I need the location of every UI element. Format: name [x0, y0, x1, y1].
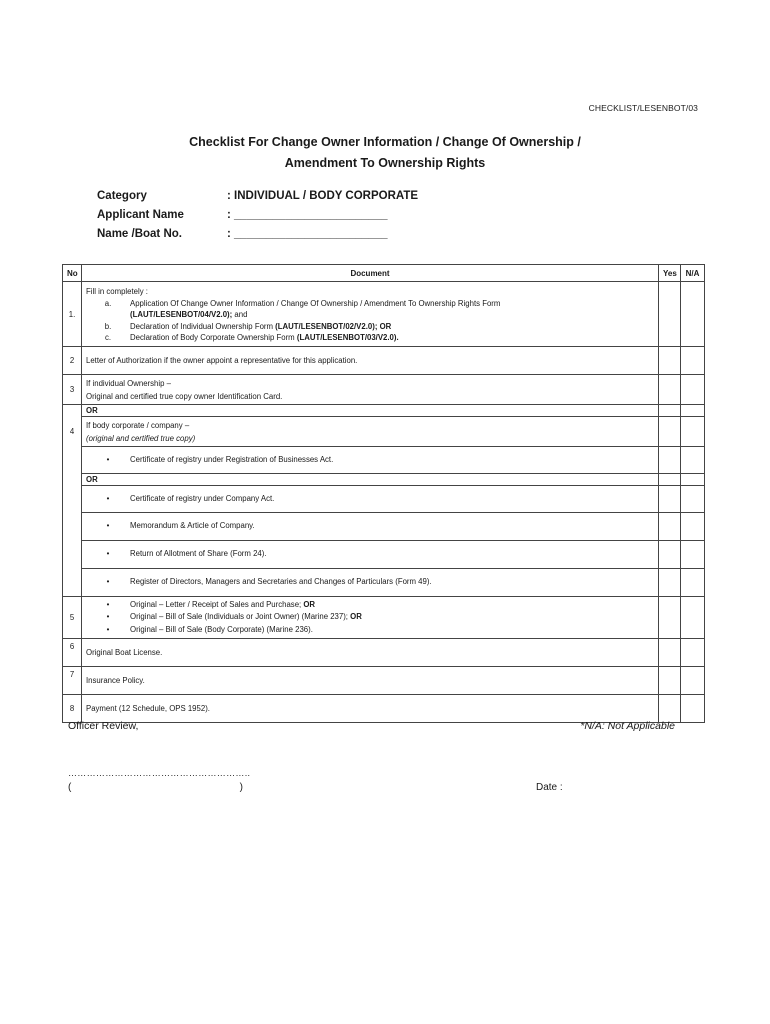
list-item: [86, 520, 654, 533]
yes-checkbox-cell[interactable]: [659, 639, 681, 667]
list-marker: c.: [104, 333, 112, 342]
row-number: [63, 569, 82, 597]
na-checkbox-cell[interactable]: [681, 695, 705, 723]
boat-label: Name /Boat No.: [97, 228, 182, 240]
checklist-table: [62, 264, 705, 723]
document-cell: [82, 486, 659, 513]
or-text: OR: [350, 612, 362, 622]
bullet-icon: •: [106, 549, 110, 559]
row-line: (original and certified true copy): [86, 433, 196, 443]
na-checkbox-cell[interactable]: [681, 375, 705, 405]
row-number: [63, 474, 82, 486]
table-row: [63, 667, 705, 695]
yes-checkbox-cell[interactable]: [659, 347, 681, 375]
header-na: N/A: [681, 265, 705, 282]
row-number: 3: [63, 375, 82, 405]
list-text: [130, 599, 654, 612]
list-item: [86, 576, 654, 589]
row-number: 4: [63, 417, 82, 447]
officer-review-label: Officer Review,: [68, 720, 139, 732]
boat-name-field[interactable]: : ________________________: [227, 228, 388, 240]
list-text: [130, 321, 654, 333]
bullet-icon: •: [106, 454, 110, 464]
or-separator: OR: [82, 405, 659, 417]
document-cell: [82, 282, 659, 347]
header-yes: Yes: [659, 265, 681, 282]
bullet-icon: •: [106, 577, 110, 587]
applicant-row: [97, 209, 418, 228]
table-row: [63, 513, 705, 541]
table-row: [63, 639, 705, 667]
na-checkbox-cell[interactable]: [681, 569, 705, 597]
document-cell: [82, 375, 659, 405]
form-code: (LAUT/LESENBOT/03/V2.0).: [296, 333, 399, 342]
header-no: No: [63, 265, 82, 282]
yes-checkbox-cell[interactable]: [659, 486, 681, 513]
yes-checkbox-cell[interactable]: [659, 667, 681, 695]
na-checkbox-cell[interactable]: [681, 417, 705, 447]
or-row: [63, 474, 705, 486]
document-cell: Payment (12 Schedule, OPS 1952).: [82, 695, 659, 723]
row-number: 5: [63, 597, 82, 639]
bullet-icon: •: [106, 612, 110, 622]
row-number: 2: [63, 347, 82, 375]
list-item: [86, 599, 654, 612]
document-cell: [82, 569, 659, 597]
yes-checkbox-cell[interactable]: [659, 569, 681, 597]
document-cell: Letter of Authorization if the owner appoint a representative for this application.: [82, 347, 659, 375]
na-checkbox-cell[interactable]: [681, 513, 705, 541]
document-cell: [82, 417, 659, 447]
list-text: [130, 298, 654, 321]
na-checkbox-cell[interactable]: [681, 474, 705, 486]
applicant-label: Applicant Name: [97, 209, 184, 221]
page-title: [0, 132, 770, 174]
row-number: 6: [63, 639, 82, 667]
list-text: Original – Bill of Sale (Body Corporate) (Marine 236).: [130, 624, 313, 634]
list-item: [86, 548, 654, 561]
yes-checkbox-cell[interactable]: [659, 447, 681, 474]
row-number: [63, 405, 82, 417]
row-line: If body corporate / company –: [86, 420, 190, 430]
list-item: [86, 332, 654, 344]
table-row: [63, 541, 705, 569]
table-row: [63, 347, 705, 375]
row-number: [63, 541, 82, 569]
na-checkbox-cell[interactable]: [681, 347, 705, 375]
yes-checkbox-cell[interactable]: [659, 405, 681, 417]
document-cell: [82, 447, 659, 474]
table-row: [63, 417, 705, 447]
item-text: Application Of Change Owner Information / Change Of Ownership / Amendment To Ownership Rights Form: [130, 298, 501, 308]
yes-checkbox-cell[interactable]: [659, 597, 681, 639]
item-text: Declaration of Individual Ownership Form: [130, 321, 276, 331]
yes-checkbox-cell[interactable]: [659, 417, 681, 447]
row-number: [63, 486, 82, 513]
row-line: Original and certified true copy owner Identification Card.: [86, 391, 283, 401]
item-text: Declaration of Body Corporate Ownership Form: [130, 333, 297, 342]
or-separator: OR: [82, 474, 659, 486]
list-text: Certificate of registry under Company Act.: [130, 493, 275, 503]
table-row: [63, 569, 705, 597]
category-value: : INDIVIDUAL / BODY CORPORATE: [227, 190, 419, 202]
table-row: [63, 597, 705, 639]
list-item: [86, 611, 654, 624]
na-checkbox-cell[interactable]: [681, 667, 705, 695]
item-text: Original – Letter / Receipt of Sales and Purchase;: [130, 599, 304, 609]
list-item: [86, 321, 654, 333]
yes-checkbox-cell[interactable]: [659, 282, 681, 347]
bullet-icon: •: [106, 521, 110, 531]
boat-row: [97, 228, 418, 247]
date-label: Date :: [536, 782, 563, 793]
title-line-2: Amendment To Ownership Rights: [284, 156, 486, 170]
list-marker: b.: [104, 321, 112, 331]
list-item: [86, 493, 654, 506]
document-cell: Original Boat License.: [82, 639, 659, 667]
na-footnote: *N/A: Not Applicable: [580, 720, 675, 732]
list-marker: a.: [104, 298, 112, 308]
table-row: [63, 282, 705, 347]
list-text: Register of Directors, Managers and Secretaries and Changes of Particulars (Form 49).: [130, 577, 432, 587]
document-reference: CHECKLIST/LESENBOT/03: [588, 103, 698, 113]
or-text: OR: [303, 599, 316, 609]
document-cell: [82, 541, 659, 569]
document-cell: Insurance Policy.: [82, 667, 659, 695]
na-checkbox-cell[interactable]: [681, 282, 705, 347]
row-number: [63, 447, 82, 474]
item-tail: and: [232, 310, 248, 319]
form-code: (LAUT/LESENBOT/04/V2.0);: [130, 310, 233, 319]
yes-checkbox-cell[interactable]: [659, 375, 681, 405]
form-code: (LAUT/LESENBOT/02/V2.0); OR: [275, 321, 392, 331]
list-text: [130, 332, 654, 344]
item-text: Original – Bill of Sale (Individuals or Joint Owner) (Marine 237);: [130, 612, 351, 622]
table-row: [63, 447, 705, 474]
na-checkbox-cell[interactable]: [681, 597, 705, 639]
yes-checkbox-cell[interactable]: [659, 695, 681, 723]
row-number: 8: [63, 695, 82, 723]
na-checkbox-cell[interactable]: [681, 405, 705, 417]
row-number: 1.: [63, 282, 82, 347]
yes-checkbox-cell[interactable]: [659, 474, 681, 486]
row-line: If individual Ownership –: [86, 378, 171, 388]
list-text: Memorandum & Article of Company.: [130, 521, 255, 531]
category-row: [97, 190, 418, 209]
title-line-1: Checklist For Change Owner Information / Change Of Ownership /: [189, 135, 581, 149]
officer-name-field[interactable]: [68, 782, 243, 793]
row-intro: Fill in completely :: [86, 286, 148, 296]
table-header: [63, 265, 705, 282]
or-row: [63, 405, 705, 417]
document-cell: [82, 597, 659, 639]
na-checkbox-cell[interactable]: [681, 486, 705, 513]
yes-checkbox-cell[interactable]: [659, 541, 681, 569]
list-text: [130, 611, 654, 624]
row-number: 7: [63, 667, 82, 695]
list-item: [86, 454, 654, 467]
header-document: Document: [82, 265, 659, 282]
applicant-info: [97, 190, 418, 247]
signature-line[interactable]: …………………………………………………..: [68, 768, 251, 778]
applicant-name-field[interactable]: : ________________________: [227, 209, 388, 221]
na-checkbox-cell[interactable]: [681, 541, 705, 569]
na-checkbox-cell[interactable]: [681, 639, 705, 667]
paren-open: (: [68, 782, 72, 793]
paren-close: ): [239, 782, 243, 793]
document-cell: [82, 513, 659, 541]
bullet-icon: •: [106, 493, 110, 503]
bullet-icon: •: [106, 624, 110, 634]
bullet-icon: •: [106, 599, 110, 609]
list-item: [86, 624, 654, 637]
list-text: Return of Allotment of Share (Form 24).: [130, 549, 267, 559]
table-row: [63, 486, 705, 513]
na-checkbox-cell[interactable]: [681, 447, 705, 474]
table-row: [63, 695, 705, 723]
list-item: [86, 298, 654, 321]
list-text: Certificate of registry under Registration of Businesses Act.: [130, 454, 334, 464]
row-number: [63, 513, 82, 541]
category-label: Category: [97, 190, 147, 202]
yes-checkbox-cell[interactable]: [659, 513, 681, 541]
table-row: [63, 375, 705, 405]
